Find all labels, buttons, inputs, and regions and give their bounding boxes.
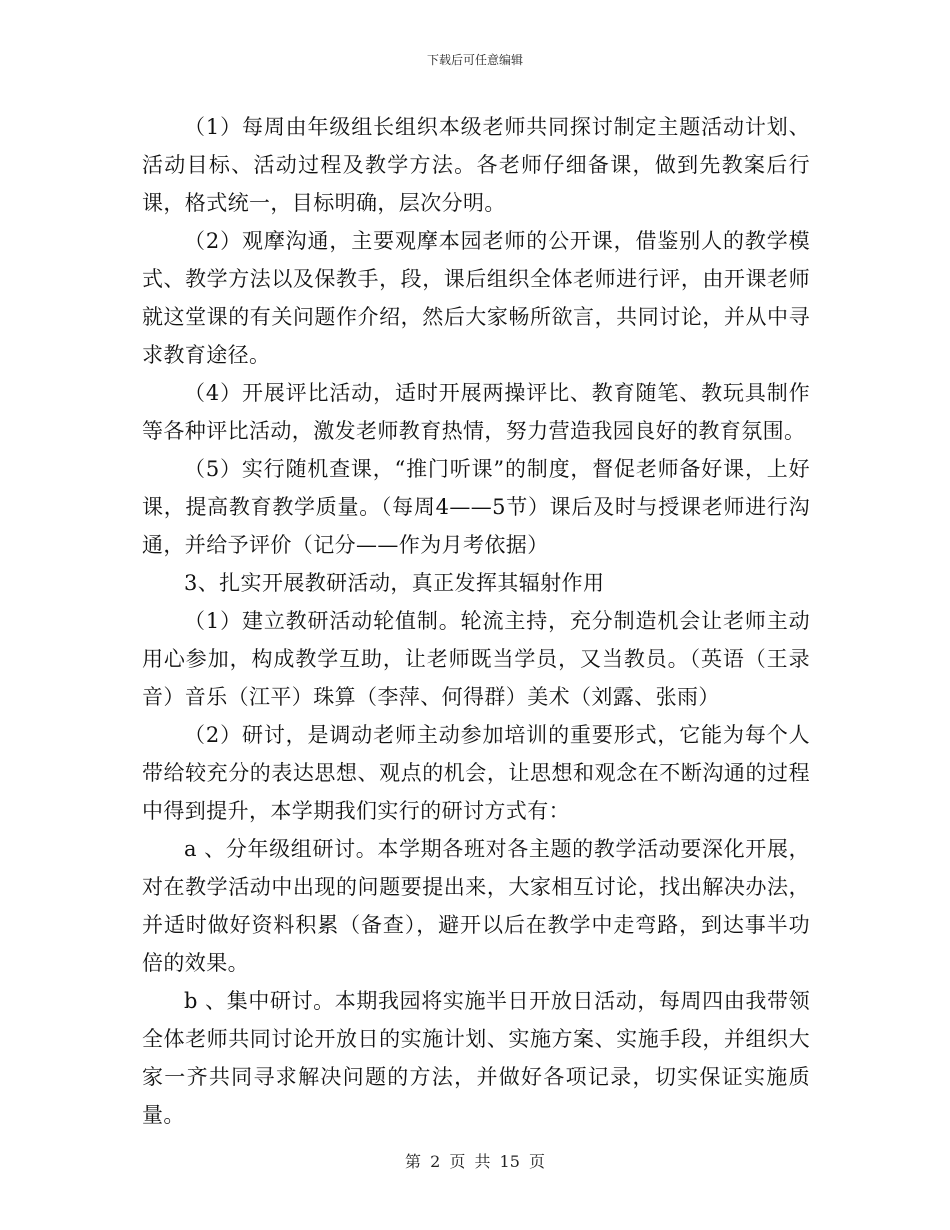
paragraph-lesson-planning: （1）每周由年级组长组织本级老师共同探讨制定主题活动计划、活动目标、活动过程及教学方法。各老师仔细备课，做到先教案后行课，格式统一，目标明确，层次分明。 — [142, 115, 810, 215]
page-number-footer: 第 2 页 共 15 页 — [405, 1152, 545, 1171]
paragraph-random-check: （5）实行随机查课，“推门听课”的制度，督促老师备好课，上好课，提高教育教学质量。（每周4——5节）课后及时与授课老师进行沟通，并给予评价（记分——作为月考依据） — [142, 457, 810, 557]
page-header: 下载后可任意编辑 — [426, 53, 523, 67]
paragraph-discussion: （2）研讨，是调动老师主动参加培训的重要形式，它能为每个人带给较充分的表达思想、观点的机会，让思想和观念在不断沟通的过程中得到提升，本学期我们实行的研讨方式有： — [142, 723, 810, 823]
paragraph-group-discussion: b 、集中研讨。本期我园将实施半日开放日活动，每周四由我带领全体老师共同讨论开放日的实施计划、实施方案、实施手段，并组织大家一齐共同寻求解决问题的方法，并做好各项记录，切实保证实施质量。 — [142, 989, 810, 1127]
paragraph-observation: （2）观摩沟通，主要观摩本园老师的公开课，借鉴别人的教学模式、教学方法以及保教手，段，课后组织全体老师进行评，由开课老师就这堂课的有关问题作介绍，然后大家畅所欲言，共同讨论，并从中寻求教育途径。 — [142, 229, 810, 367]
paragraph-evaluation: （4）开展评比活动，适时开展两操评比、教育随笔、教玩具制作等各种评比活动，激发老师教育热情，努力营造我园良好的教育氛围。 — [142, 381, 810, 443]
paragraph-rotation-system: （1）建立教研活动轮值制。轮流主持，充分制造机会让老师主动用心参加，构成教学互助，让老师既当学员，又当教员。（英语（王录音）音乐（江平）珠算（李萍、何得群）美术（刘露、张雨） — [142, 609, 810, 709]
paragraph-grade-discussion: a 、分年级组研讨。本学期各班对各主题的教学活动要深化开展，对在教学活动中出现的问题要提出来，大家相互讨论，找出解决办法，并适时做好资料积累（备查），避开以后在教学中走弯路，到达事半功倍的效果。 — [142, 837, 810, 975]
document-body — [142, 108, 810, 1134]
section-heading-teaching-research: 3、扎实开展教研活动，真正发挥其辐射作用 — [184, 571, 605, 595]
